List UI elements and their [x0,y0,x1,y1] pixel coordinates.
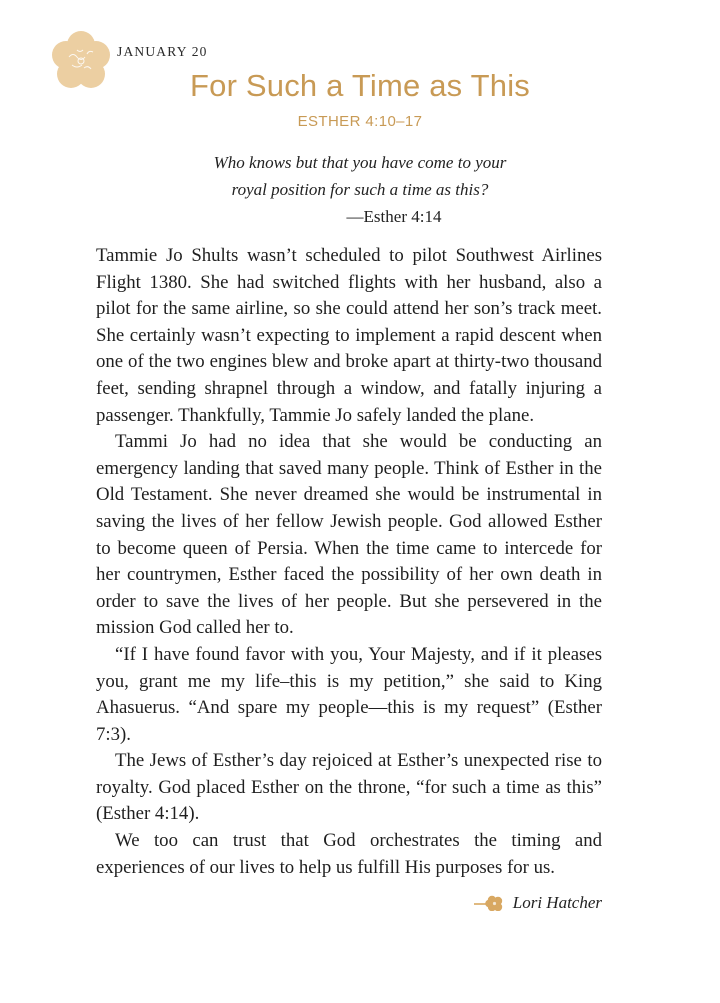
scripture-reading: ESTHER 4:10–17 [297,113,423,130]
epigraph-line-2: royal position for such a time as this? [231,180,489,199]
date-label: JANUARY 20 [117,44,208,59]
devotion-body [96,243,602,881]
epigraph [0,149,720,230]
page-title: For Such a Time as This [190,68,530,103]
paragraph: Tammi Jo had no idea that she would be conducting an emergency landing that saved many people. Think of Esther in the Old Testament. She never dreamed she would be instrumental in saving the lives of her fellow Jewish people. God allowed Esther to become queen of Persia. When the time came to intercede for her countrymen, Esther faced the possibility of her own death in order to save the lives of her people. But she persevered in the mission God called her to. [96,431,602,639]
paragraph: “If I have found favor with you, Your Majesty, and if it pleases you, grant me my life–this is my petition,” she said to King Ahasuerus. “And spare my people—this is my request” (Esther 7:3). [96,643,602,745]
paragraph: Tammie Jo Shults wasn’t scheduled to pilot Southwest Airlines Flight 1380. She had switched flights with her husband, also a pilot for the same airline, so she could attend her son’s track meet. She certainly wasn’t expecting to implement a rapid descent when one of the two engines blew and broke apart at thirty-two thousand feet, sending shrapnel through a window, and fatally injuring a passenger. Thankfully, Tammie Jo safely landed the plane. [96,245,602,426]
paragraph: We too can trust that God orchestrates the timing and experiences of our lives to help us fulfill His purposes for us. [96,830,602,878]
paragraph: The Jews of Esther’s day rejoiced at Esther’s unexpected rise to royalty. God placed Esther on the throne, “for such a time as this” (Esther 4:14). [96,750,602,825]
flower-sprig-icon [473,895,505,911]
author-signature [473,893,602,913]
epigraph-citation: —Esther 4:14 [346,207,442,226]
author-name: Lori Hatcher [512,893,602,912]
epigraph-line-1: Who knows but that you have come to your [213,153,507,172]
